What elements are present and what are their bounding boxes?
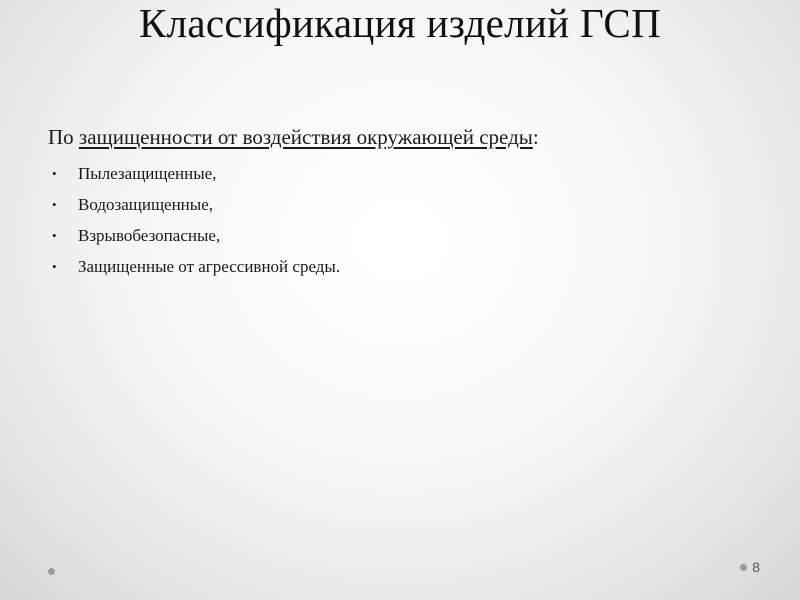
list-item-text: Защищенные от агрессивной среды. <box>78 257 341 276</box>
slide-content <box>48 124 760 282</box>
bullet-dot-icon: • <box>52 197 57 212</box>
list-item <box>48 158 760 189</box>
bullet-list <box>48 158 760 282</box>
page-number: 8 <box>752 559 760 575</box>
slide-footer <box>740 559 760 575</box>
list-item <box>48 220 760 251</box>
list-item-text: Водозащищенные, <box>78 195 213 214</box>
lead-text <box>48 124 760 150</box>
lead-suffix: : <box>532 125 539 149</box>
list-item-text: Взрывобезопасные, <box>78 226 221 245</box>
list-item-text: Пылезащищенные, <box>78 164 217 183</box>
slide-title: Классификация изделий ГСП <box>138 0 661 46</box>
footer-dot-icon <box>48 568 55 575</box>
bullet-dot-icon: • <box>52 228 57 243</box>
bullet-dot-icon: • <box>52 259 57 274</box>
list-item <box>48 189 760 220</box>
lead-underlined: защищенности от воздействия окружающей среды <box>78 125 533 149</box>
bullet-dot-icon: • <box>52 166 57 181</box>
footer-dot-icon <box>740 564 747 571</box>
lead-prefix: По <box>48 125 79 149</box>
list-item <box>48 251 760 282</box>
